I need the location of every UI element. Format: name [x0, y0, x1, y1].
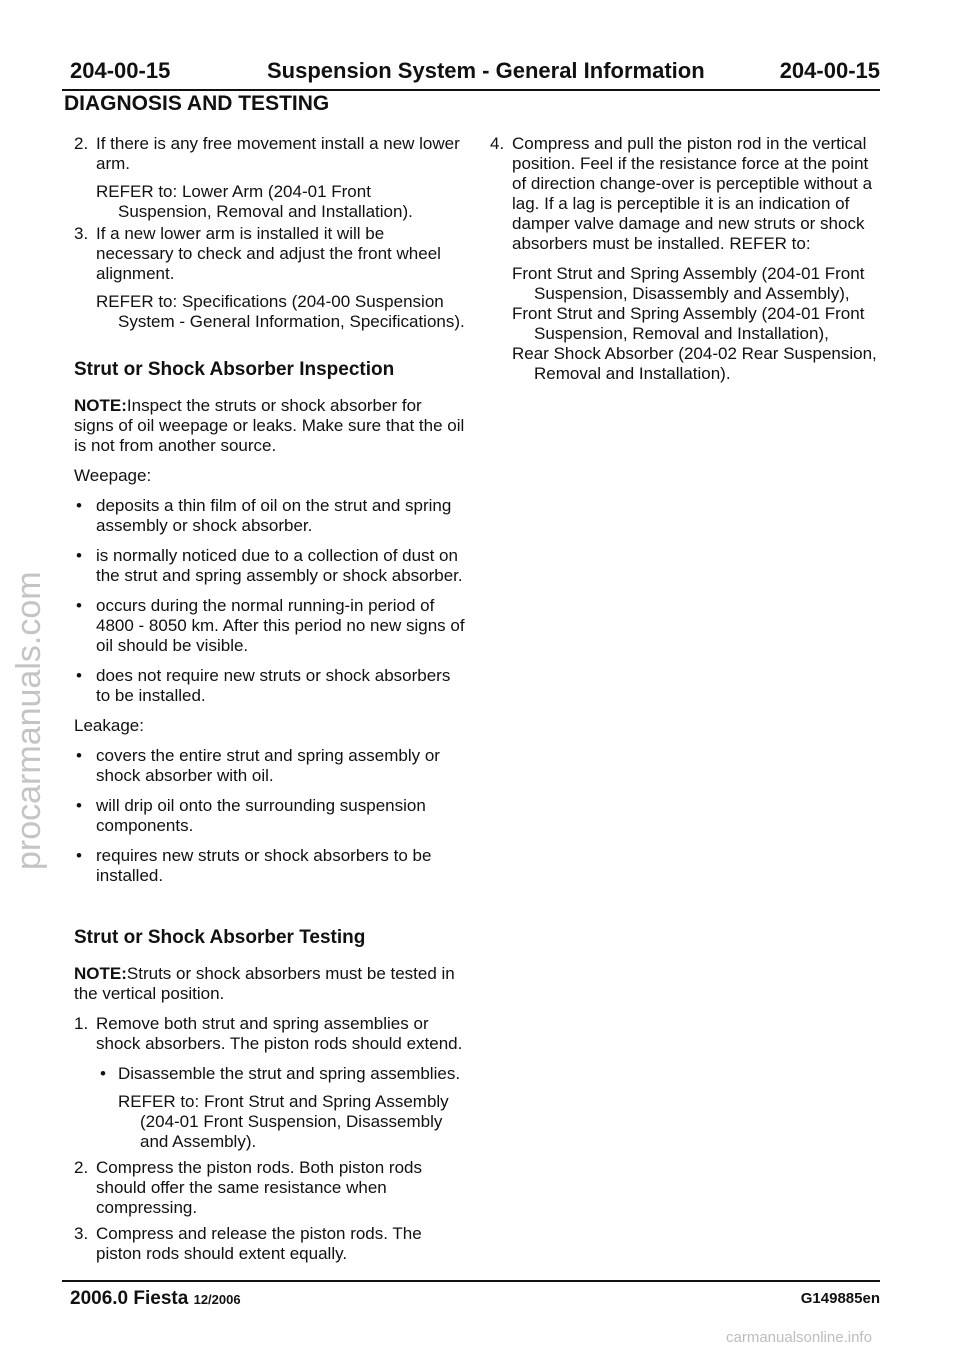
section-title: DIAGNOSIS AND TESTING: [64, 92, 330, 115]
left-column: [74, 134, 466, 1264]
step-4: [490, 134, 884, 254]
inspection-note: [74, 396, 466, 456]
bullet-text: covers the entire strut and spring assembly or shock absorber with oil.: [96, 746, 440, 785]
reference-line: System - General Information, Specifications).: [118, 312, 465, 331]
step-text: Compress the piston rods. Both piston rods should offer the same resistance when compressing.: [96, 1158, 422, 1217]
reference-lower-arm: [74, 182, 466, 222]
bullet-text: requires new struts or shock absorbers to be installed.: [96, 846, 432, 885]
page-number-right: 204-00-15: [779, 58, 880, 83]
reference-line: REFER to: Lower Arm (204-01 Front: [96, 182, 371, 201]
model-name: 2006.0 Fiesta: [70, 1288, 189, 1309]
page-footer: [62, 1288, 880, 1312]
bullet-text: does not require new struts or shock absorbers to be installed.: [96, 666, 451, 705]
reference-line: REFER to: Specifications (204-00 Suspension: [96, 292, 444, 311]
bullet-text: occurs during the normal running-in period of 4800 - 8050 km. After this period no new signs of oil should be visible.: [96, 596, 465, 655]
step-text: Compress and pull the piston rod in the vertical position. Feel if the resistance force at the point of direction change-over is perceptible without a lag. If a lag is perceptible it is an indication of damper valve damage and new struts or shock absorbers must be installed. REFER to:: [512, 134, 873, 253]
step-2: [74, 134, 466, 174]
bullet-text: will drip oil onto the surrounding suspension components.: [96, 796, 426, 835]
footer-model: [70, 1288, 241, 1310]
step-number: 4.: [490, 134, 505, 153]
reference-line: Suspension, Removal and Installation).: [118, 202, 413, 221]
testing-note: [74, 964, 466, 1004]
note-label: NOTE:: [74, 964, 127, 983]
note-label: NOTE:: [74, 396, 127, 415]
page-title: Suspension System - General Information: [267, 58, 705, 83]
footer-code: G149885en: [800, 1290, 880, 1307]
step-text: Compress and release the piston rods. The piston rods should extent equally.: [96, 1224, 422, 1263]
step-text: If a new lower arm is installed it will be necessary to check and adjust the front wheel alignment.: [96, 224, 441, 283]
step-3: [74, 224, 466, 284]
bottom-watermark: carmanualsonline.info: [726, 1329, 872, 1346]
page-number-left: 204-00-15: [70, 58, 171, 83]
step-number: 2.: [74, 134, 89, 153]
leakage-item: • covers the entire strut and spring assembly or shock absorber with oil.: [76, 746, 440, 785]
test-step-1: [74, 1014, 466, 1054]
step-number: 3.: [74, 224, 89, 243]
note-text: Struts or shock absorbers must be tested in the vertical position.: [74, 964, 455, 1003]
footer-rule: [62, 1280, 880, 1282]
weepage-item: • deposits a thin film of oil on the strut and spring assembly or shock absorber.: [76, 496, 452, 535]
reference-item: Front Strut and Spring Assembly (204-01 Front Suspension, Disassembly and Assembly),: [512, 264, 865, 303]
step-number: 2.: [74, 1158, 89, 1177]
step-number: 3.: [74, 1224, 89, 1243]
step-text: If there is any free movement install a new lower arm.: [96, 134, 460, 173]
test-step-2: [74, 1158, 466, 1218]
reference-item: Rear Shock Absorber (204-02 Rear Suspension, Removal and Installation).: [512, 344, 877, 383]
bullet-text: is normally noticed due to a collection of dust on the strut and spring assembly or shock absorber.: [96, 546, 463, 585]
reference-line: and Assembly).: [140, 1132, 257, 1151]
page-header: [62, 58, 880, 86]
weepage-label: Weepage:: [74, 466, 152, 485]
testing-heading: Strut or Shock Absorber Testing: [74, 927, 366, 948]
reference-list: [490, 264, 884, 384]
inspection-heading: Strut or Shock Absorber Inspection: [74, 359, 395, 380]
leakage-item: • requires new struts or shock absorbers to be installed.: [76, 846, 432, 885]
reference-specifications: [74, 292, 466, 332]
reference-front-strut: [74, 1092, 466, 1152]
reference-line: REFER to: Front Strut and Spring Assembly: [118, 1092, 449, 1111]
note-text: Inspect the struts or shock absorber for signs of oil weepage or leaks. Make sure that the oil is not from another source.: [74, 396, 465, 455]
test-step-3: [74, 1224, 466, 1264]
test-step-1-bullet: • Disassemble the strut and spring assemblies.: [100, 1064, 461, 1083]
reference-line: (204-01 Front Suspension, Disassembly: [140, 1112, 443, 1131]
leakage-label: Leakage:: [74, 716, 144, 735]
side-watermark: procarmanuals.com: [10, 571, 48, 870]
weepage-item: • is normally noticed due to a collection of dust on the strut and spring assembly or shock absorber.: [76, 546, 463, 585]
weepage-item: • occurs during the normal running-in period of 4800 - 8050 km. After this period no new signs of oil should be visible.: [76, 596, 465, 655]
reference-item: Front Strut and Spring Assembly (204-01 Front Suspension, Removal and Installation),: [512, 304, 865, 343]
step-text: Remove both strut and spring assemblies or shock absorbers. The piston rods should extend.: [96, 1014, 463, 1053]
header-rule: [62, 89, 880, 91]
footer-date: 12/2006: [193, 1292, 241, 1307]
bullet-text: Disassemble the strut and spring assemblies.: [118, 1064, 461, 1083]
right-column: [490, 134, 884, 384]
bullet-text: deposits a thin film of oil on the strut and spring assembly or shock absorber.: [96, 496, 452, 535]
step-number: 1.: [74, 1014, 89, 1033]
weepage-item: • does not require new struts or shock absorbers to be installed.: [76, 666, 451, 705]
leakage-item: • will drip oil onto the surrounding suspension components.: [76, 796, 426, 835]
